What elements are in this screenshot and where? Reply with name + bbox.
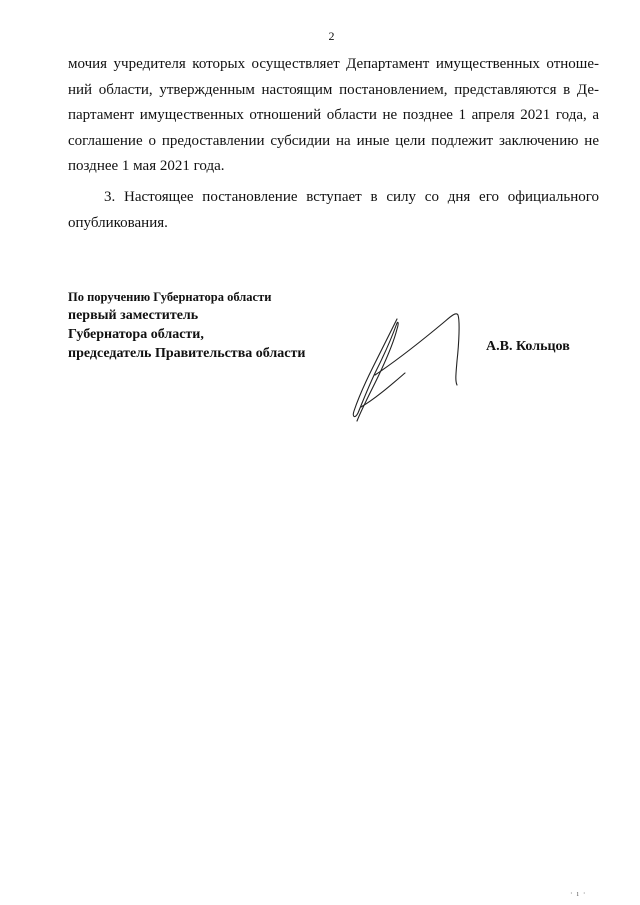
signature-block <box>68 288 348 363</box>
scan-corner-mark: · ı · <box>570 889 587 898</box>
text-line: позднее 1 мая 2021 года. <box>68 158 225 175</box>
signer-position-line: председатель Правительства области <box>68 346 306 361</box>
page-number: 2 <box>328 29 335 43</box>
text-line: ний области, утвержденным настоящим постановлением, представляются в Де- <box>68 81 599 98</box>
handwritten-signature <box>345 303 470 425</box>
text-line: мочия учредителя которых осуществляет Департамент имущественных отноше- <box>68 56 599 72</box>
text-line: 3. Настоящее постановление вступает в силу со дня его официального <box>104 188 599 205</box>
signer-position-line: первый заместитель <box>68 308 199 323</box>
text-line: соглашение о предоставлении субсидии на иные цели подлежит заключению не <box>68 132 599 149</box>
document-body <box>68 52 599 236</box>
paragraph-3 <box>68 185 599 236</box>
text-line: партамент имущественных отношений области не позднее 1 апреля 2021 года, а <box>68 107 599 124</box>
text-line: опубликования. <box>68 214 168 231</box>
paragraph-2-continuation <box>68 52 599 180</box>
signer-position-line: Губернатора области, <box>68 327 204 342</box>
signature-authority-line: По поручению Губернатора области <box>68 290 272 304</box>
signer-name: А.В. Кольцов <box>486 339 570 354</box>
